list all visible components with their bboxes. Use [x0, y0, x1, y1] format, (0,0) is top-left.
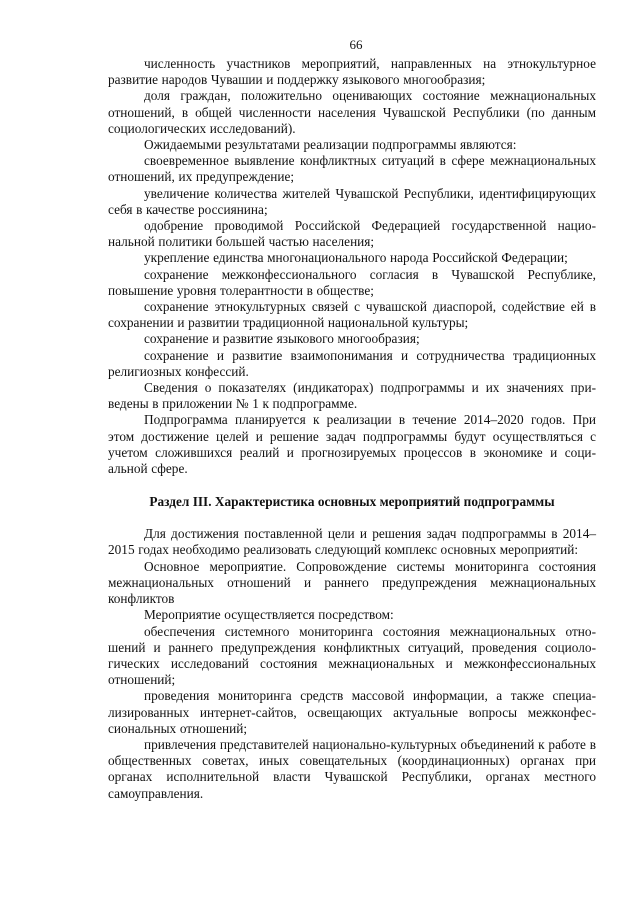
paragraph: Подпрограмма планируется к реализации в течение 2014–2020 годов. При этом достижение целей и решение задач подпрограммы будут осуществляться с учетом сложившихся реалий и прогнозируемых процессов в экономике и социальной сфере. [108, 412, 596, 477]
paragraph: Сведения о показателях (индикаторах) подпрограммы и их значениях приведены в приложении № 1 к подпрограмме. [108, 380, 596, 412]
paragraph: привлечения представителей национально-культурных объединений к работе в общественных советах, иных совещательных (координационных) органах при органах исполнительной власти Чувашской Республики, органах местного самоуправления. [108, 736, 596, 801]
paragraph: укрепление единства многонационального народа Российской Федерации; [144, 250, 568, 266]
paragraph: сохранение и развитие языкового многообразия; [144, 331, 420, 347]
paragraph: доля граждан, положительно оценивающих состояние межнациональных отношений, в общей численности населения Чувашской Республики (по данным социологических исследований). [108, 88, 596, 136]
paragraph: Основное мероприятие. Сопровождение системы мониторинга состояния межнациональных отношений и раннего предупреждения межнациональных конфликтов [108, 558, 596, 607]
paragraph: проведения мониторинга средств массовой информации, а также специализированных интернет-сайтов, освещающих актуальные вопросы межконфессиональных отношений; [108, 688, 596, 736]
paragraph: Ожидаемыми результатами реализации подпрограммы являются: [144, 137, 517, 153]
paragraph: сохранение и развитие взаимопонимания и сотрудничества традиционных религиозных конфессий. [108, 347, 596, 379]
paragraph: увеличение количества жителей Чувашской Республики, идентифицирующих себя в качестве россиянина; [108, 185, 596, 217]
paragraph: обеспечения системного мониторинга состояния межнациональных отношений и раннего предупреждения конфликтных ситуаций, проведения социологических исследований состояния межнациональных и межконфессиональных отношений; [108, 623, 596, 688]
paragraph: численность участников мероприятий, направленных на этнокультурное развитие народов Чувашии и поддержку языкового многообразия; [108, 56, 596, 88]
paragraph: сохранение межконфессионального согласия в Чувашской Республике, повышение уровня толерантности в обществе; [108, 266, 596, 298]
section-heading: Раздел III. Характеристика основных мероприятий подпрограммы [149, 494, 555, 510]
paragraph: одобрение проводимой Российской Федерацией государственной национальной политики большей частью населения; [108, 218, 596, 250]
paragraph: Для достижения поставленной цели и решения задач подпрограммы в 2014–2015 годах необходимо реализовать следующий комплекс основных мероприятий: [108, 526, 596, 558]
text-block-before [108, 56, 596, 477]
paragraph: своевременное выявление конфликтных ситуаций в сфере межнациональных отношений, их предупреждение; [108, 153, 596, 185]
paragraph: Мероприятие осуществляется посредством: [144, 607, 394, 623]
page-number: 66 [349, 37, 363, 52]
paragraph: сохранение этнокультурных связей с чувашской диаспорой, содействие ей в сохранении и развитии традиционной национальной культуры; [108, 299, 596, 331]
text-block-after [108, 526, 596, 801]
